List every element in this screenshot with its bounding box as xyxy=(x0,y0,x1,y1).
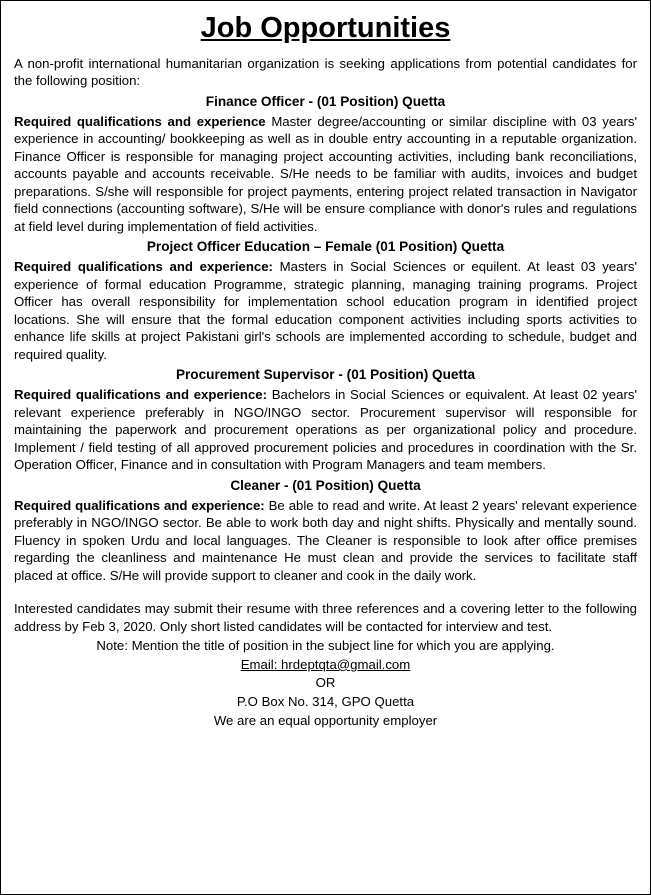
requirements-label: Required qualifications and experience xyxy=(14,113,266,129)
requirements-label: Required qualifications and experience: xyxy=(14,259,273,275)
position-requirements-cleaner xyxy=(14,497,637,585)
subject-line-note: Note: Mention the title of position in the subject line for which you are applying. xyxy=(96,638,555,654)
intro-paragraph: A non-profit international humanitarian organization is seeking applications from potential candidates for the following position: xyxy=(14,55,637,89)
position-requirements-finance-officer xyxy=(14,113,637,236)
closing-paragraph: Interested candidates may submit their resume with three references and a covering letter to the following address by Feb 3, 2020. Only short listed candidates will be contacted for interview and test. xyxy=(14,601,637,634)
email-label: Email: xyxy=(240,656,282,672)
position-heading-cleaner: Cleaner - (01 Position) Quetta xyxy=(230,477,421,493)
requirements-label: Required qualifications and experience: xyxy=(14,387,268,403)
page-title: Job Opportunities xyxy=(200,12,451,44)
position-heading-finance-officer: Finance Officer - (01 Position) Quetta xyxy=(205,93,446,109)
or-separator: OR xyxy=(315,675,336,691)
equal-opportunity-statement: We are an equal opportunity employer xyxy=(213,712,438,728)
requirements-label: Required qualifications and experience: xyxy=(14,497,265,513)
email-line xyxy=(14,656,637,674)
postal-address: P.O Box No. 314, GPO Quetta xyxy=(236,693,415,709)
position-requirements-project-officer-education xyxy=(14,258,637,363)
requirements-text: Masters in Social Sciences or equilent. At least 03 years' experience of formal education Programme, strategic planning, managing training programs. Project Officer has overall responsibility for implementation school education program in identified project locations. She will ensure that the formal education component activities including sports activities to enhance life skills at project Pakistani girl's schools are implemented according to schedule, budget and required quality. xyxy=(14,259,637,362)
email-address-link[interactable]: hrdeptqta@gmail.com xyxy=(281,656,411,672)
section-spacer xyxy=(14,586,637,600)
position-heading-procurement-supervisor: Procurement Supervisor - (01 Position) Quetta xyxy=(175,367,476,383)
requirements-text: Bachelors in Social Sciences or equivalent. At least 02 years' relevant experience preferably in NGO/INGO sector. Procurement supervisor will responsible for maintaining the paperwork and procurement operations as per organizational policy and procedure. Implement / field testing of all approved procurement policies and procedures in coordination with the Sr. Operation Officer, Finance and in consultation with Program Managers and team members. xyxy=(14,387,637,473)
requirements-text: Be able to read and write. At least 2 years' relevant experience preferably in NGO/INGO sector. Be able to work both day and night shifts. Physically and mentally sound. Fluency in spoken Urdu and local languages. The Cleaner is responsible to look after office premises regarding the cleanliness and maintenance He must clean and provide the services to facilitate staff placed at office. S/He will provide support to cleaner and cook in the daily work. xyxy=(14,497,637,583)
requirements-text: Master degree/accounting or similar discipline with 03 years' experience in accounting/ bookkeeping as well as in double entry accounting in a reputable organization. Finance Officer is responsible for managing project accounting activities, including bank reconciliations, accounts payable and accounts receivable. S/He needs to be familiar with audits, invoices and budget preparations. S/she will responsible for project payments, entering project related transaction in Navigator field connections (accounting software), S/He will be ensure compliance with donor's rules and regulations at field level during implementation of field activities. xyxy=(14,113,637,234)
position-heading-project-officer-education: Project Officer Education – Female (01 Position) Quetta xyxy=(146,239,505,255)
position-requirements-procurement-supervisor xyxy=(14,386,637,474)
